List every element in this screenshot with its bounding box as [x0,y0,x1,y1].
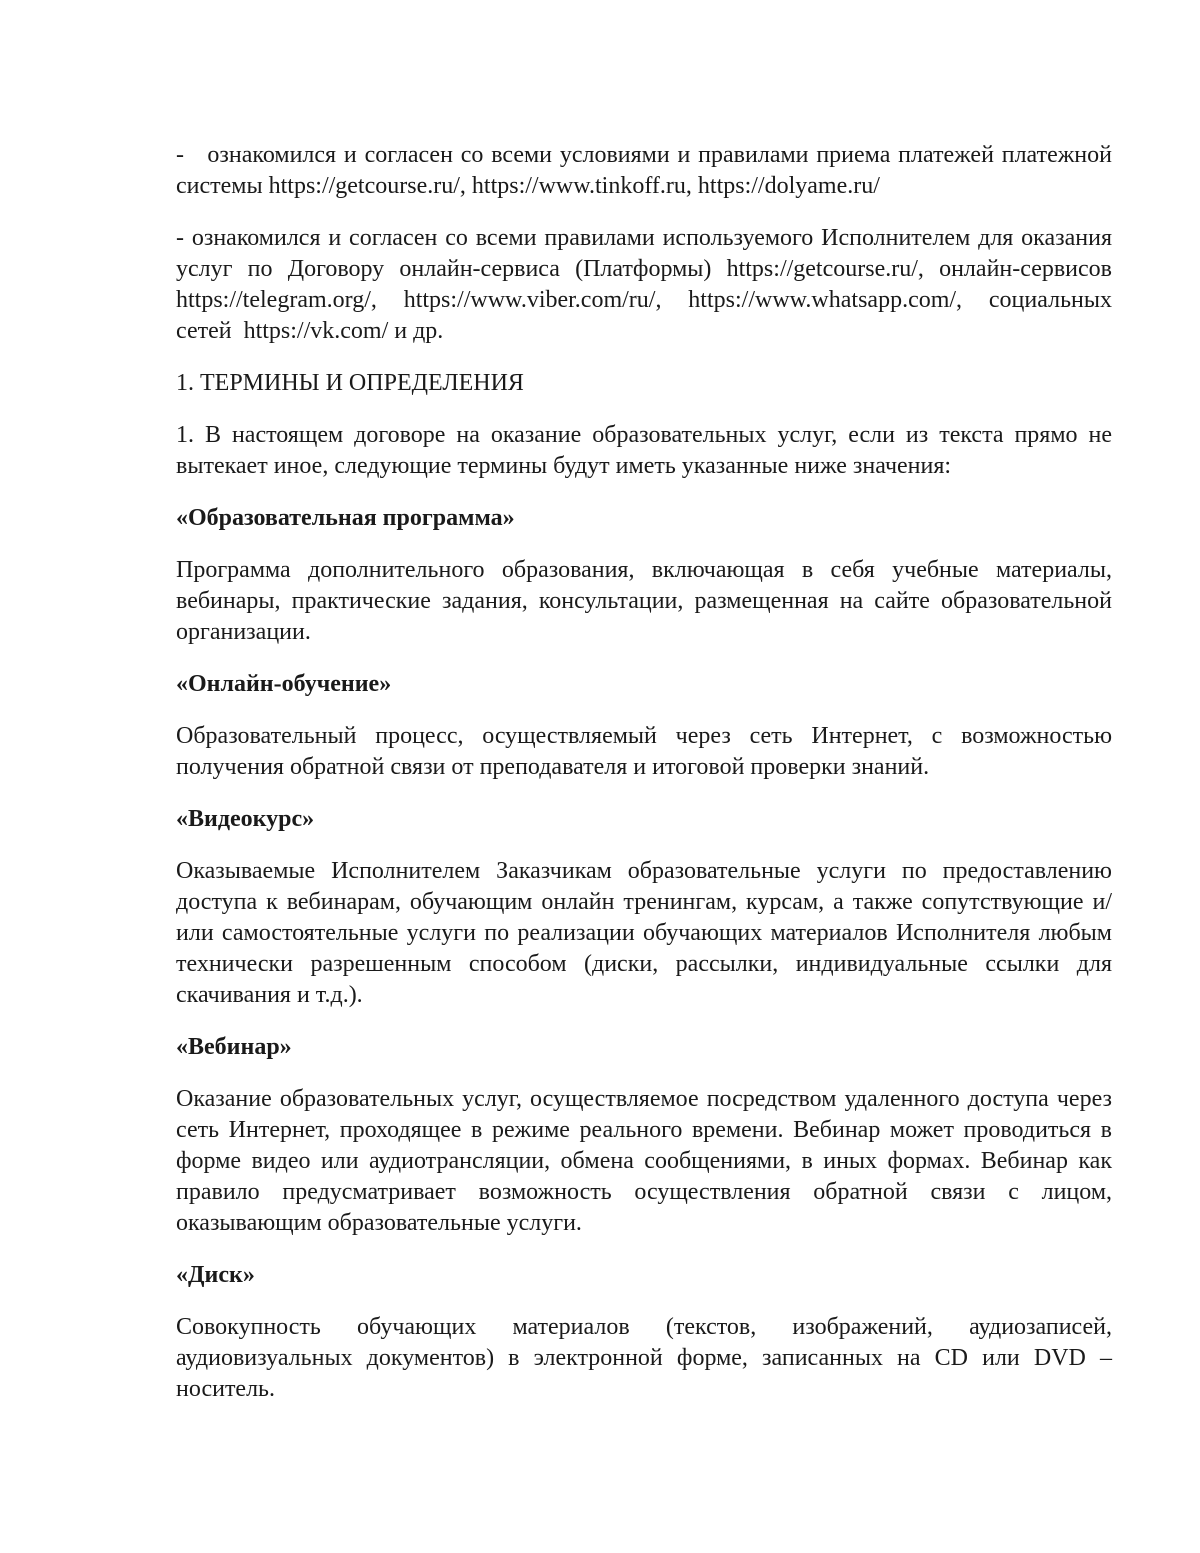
paragraph-terms-intro: 1. В настоящем договоре на оказание образовательных услуг, если из текста прямо не вытекает иное, следующие термины будут иметь указанные ниже значения: [176,422,1112,479]
paragraph-online-learning-definition: Образовательный процесс, осуществляемый через сеть Интернет, с возможностью получения обратной связи от преподавателя и итоговой проверки знаний. [176,723,1112,780]
term-heading-online-learning: «Онлайн-обучение» [176,671,392,697]
bullet-paragraph-payment-rules: - ознакомился и согласен со всеми условиями и правилами приема платежей платежной системы https://getcourse.ru/, https://www.tinkoff.ru, https://dolyame.ru/ [176,142,1112,199]
paragraph-video-course-definition: Оказываемые Исполнителем Заказчикам образовательные услуги по предоставлению доступа к вебинарам, обучающим онлайн тренингам, курсам, а также сопутствующие и/или самостоятельные услуги по реализации обучающих материалов Исполнителя любым технически разрешенным способом (диски, рассылки, индивидуальные ссылки для скачивания и т.д.). [176,858,1112,1008]
bullet-paragraph-service-rules: - ознакомился и согласен со всеми правилами используемого Исполнителем для оказания услуг по Договору онлайн-сервиса (Платформы) https://getcourse.ru/, онлайн-сервисов https://telegram.org/, https://www.viber.com/ru/, https://www.whatsapp.com/, социальных сетей https://vk.com/ и др. [176,225,1112,344]
term-heading-educational-program: «Образовательная программа» [176,505,515,531]
term-heading-webinar: «Вебинар» [176,1034,292,1060]
term-heading-video-course: «Видеокурс» [176,806,315,832]
paragraph-educational-program-definition: Программа дополнительного образования, включающая в себя учебные материалы, вебинары, практические задания, консультации, размещенная на сайте образовательной организации. [176,557,1112,645]
paragraph-disk-definition: Совокупность обучающих материалов (текстов, изображений, аудиозаписей, аудиовизуальных документов) в электронной форме, записанных на CD или DVD – носитель. [176,1314,1112,1402]
paragraph-webinar-definition: Оказание образовательных услуг, осуществляемое посредством удаленного доступа через сеть Интернет, проходящее в режиме реального времени. Вебинар может проводиться в форме видео или аудиотрансляции, обмена сообщениями, в иных формах. Вебинар как правило предусматривает возможность осуществления обратной связи с лицом, оказывающим образовательные услуги. [176,1086,1112,1236]
term-heading-disk: «Диск» [176,1262,255,1288]
section-heading-terms-and-definitions: 1. ТЕРМИНЫ И ОПРЕДЕЛЕНИЯ [176,370,524,396]
